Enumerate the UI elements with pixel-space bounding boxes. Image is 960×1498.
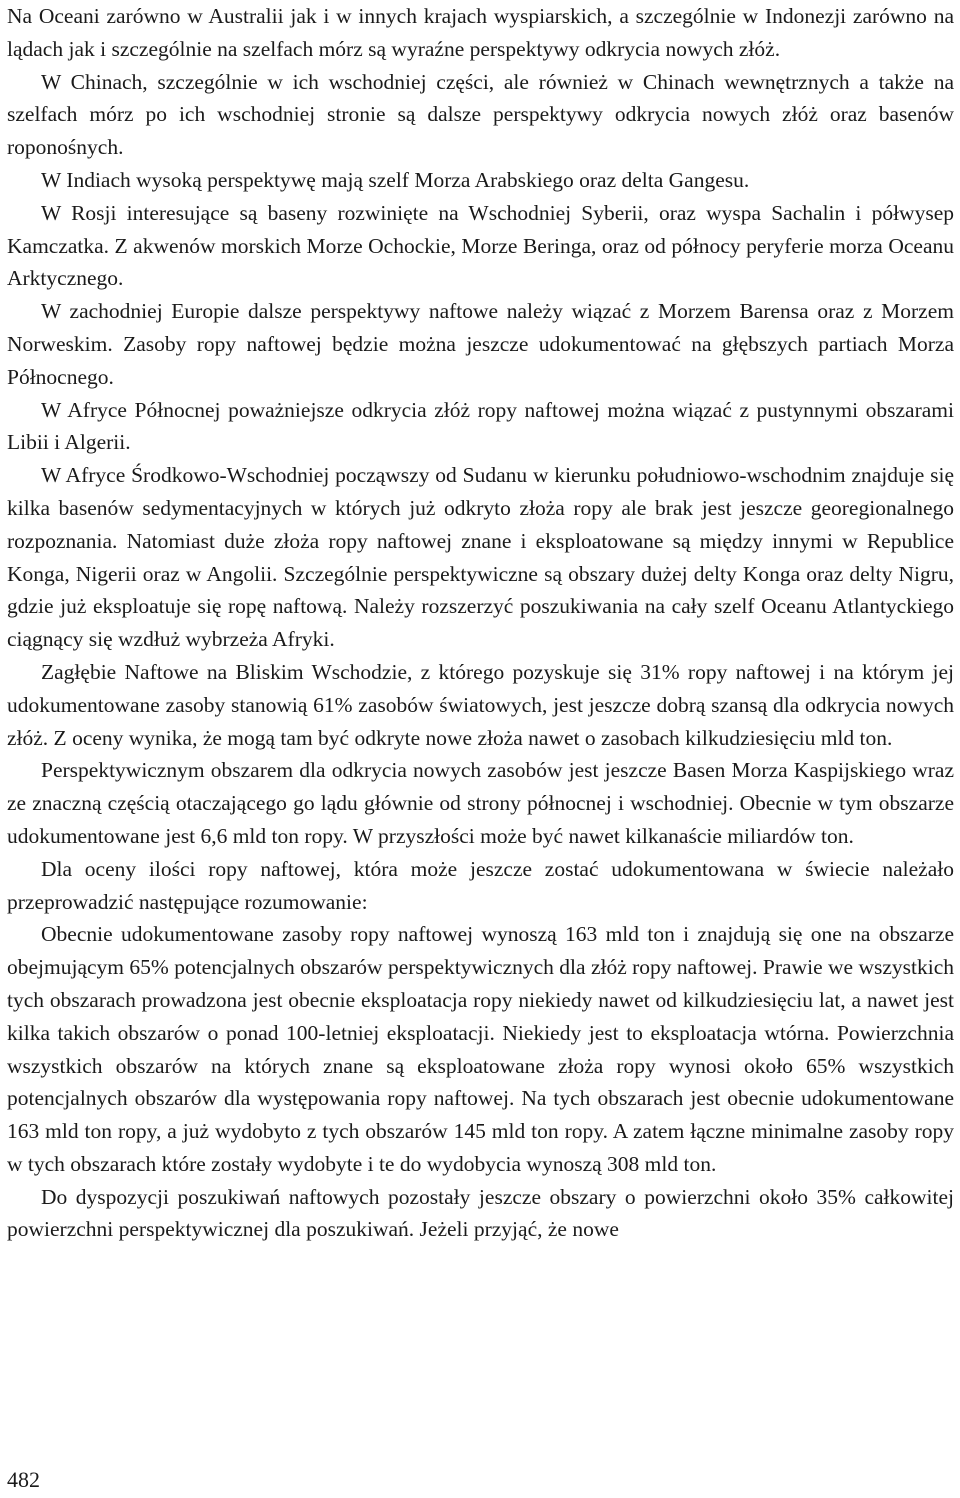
paragraph-western-europe: W zachodniej Europie dalsze perspektywy naftowe należy wiązać z Morzem Barensa oraz z Morzem Norweskim. Zasoby ropy naftowej będzie można jeszcze udokumentować na głębszych partiach Morza Północnego. — [7, 299, 954, 389]
paragraph-reserves: Obecnie udokumentowane zasoby ropy naftowej wynoszą 163 mld ton i znajdują się one na obszarze obejmującym 65% potencjalnych obszarów perspektywicznych dla złóż ropy naftowej. Prawie we wszystkich tych obszarach prowadzona jest obecnie eksploatacja ropy niekiedy nawet od kilkudziesięciu lat, a nawet jest kilka takich obszarów o ponad 100-letniej eksploatacji. Niekiedy jest to eksploatacja wtórna. Powierzchnia wszystkich obszarów na których znane są eksploatowane złoża ropy wynosi około 65% wszystkich potencjalnych obszarów dla występowania ropy naftowej. Na tych obszarach jest obecnie udokumentowane 163 mld ton ropy, a już wydobyto z tych obszarów 145 mld ton ropy. A zatem łączne minimalne zasoby ropy w tych obszarach które zostały wydobyte i te do wydobycia wynoszą 308 mld ton. — [7, 922, 954, 1176]
page-body — [7, 0, 954, 1246]
paragraph-remaining-areas: Do dyspozycji poszukiwań naftowych pozostały jeszcze obszary o powierzchni około 35% całkowitej powierzchni perspektywicznej dla poszukiwań. Jeżeli przyjąć, że nowe — [7, 1184, 954, 1242]
paragraph-caspian: Perspektywicznym obszarem dla odkrycia nowych zasobów jest jeszcze Basen Morza Kaspijskiego wraz ze znaczną częścią otaczającego go lądu głównie od strony północnej i wschodniej. Obecnie w tym obszarze udokumentowane jest 6,6 mld ton ropy. W przyszłości może być nawet kilkanaście miliardów ton. — [7, 758, 954, 848]
paragraph-assessment-intro: Dla oceny ilości ropy naftowej, która może jeszcze zostać udokumentowana w świecie należało przeprowadzić następujące rozumowanie: — [7, 856, 954, 914]
page-number: 482 — [7, 1467, 40, 1492]
paragraph-central-east-africa: W Afryce Środkowo-Wschodniej począwszy od Sudanu w kierunku południowo-wschodnim znajduje się kilka basenów sedymentacyjnych w których już odkryto złoża ropy ale brak jest jeszcze georegionalnego rozpoznania. Natomiast duże złoża ropy naftowej znane i eksploatowane są między innymi w Republice Konga, Nigerii oraz w Angolii. Szczególnie perspektywiczne są obszary dużej delty Konga oraz delty Nigru, gdzie już eksploatuje się ropę naftową. Należy rozszerzyć poszukiwania na cały szelf Oceanu Atlantyckiego ciągnący się wzdłuż wybrzeża Afryki. — [7, 463, 954, 652]
paragraph-russia: W Rosji interesujące są baseny rozwinięte na Wschodniej Syberii, oraz wyspa Sachalin i półwysep Kamczatka. Z akwenów morskich Morze Ochockie, Morze Beringa, oraz od północy peryferie morza Oceanu Arktycznego. — [7, 200, 954, 291]
paragraph-china: W Chinach, szczególnie w ich wschodniej części, ale również w Chinach wewnętrznych a także na szelfach mórz po ich wschodniej stronie są dalsze perspektywy odkrycia nowych złóż oraz basenów roponośnych. — [7, 69, 954, 160]
paragraph-oceania: Na Oceani zarówno w Australii jak i w innych krajach wyspiarskich, a szczególnie w Indonezji zarówno na lądach jak i szczególnie na szelfach mórz są wyraźne perspektywy odkrycia nowych złóż. — [7, 4, 954, 61]
paragraph-north-africa: W Afryce Północnej poważniejsze odkrycia złóż ropy naftowej można wiązać z pustynnymi obszarami Libii i Algerii. — [7, 397, 954, 455]
paragraph-middle-east: Zagłębie Naftowe na Bliskim Wschodzie, z którego pozyskuje się 31% ropy naftowej i na którym jej udokumentowane zasoby stanowią 61% zasobów światowych, jest jeszcze dobrą szansą dla odkrycia nowych złóż. Z oceny wynika, że mogą tam być odkryte nowe złoża nawet o zasobach kilkudziesięciu mld ton. — [7, 659, 954, 750]
paragraph-india: W Indiach wysoką perspektywę mają szelf Morza Arabskiego oraz delta Gangesu. — [41, 167, 750, 192]
